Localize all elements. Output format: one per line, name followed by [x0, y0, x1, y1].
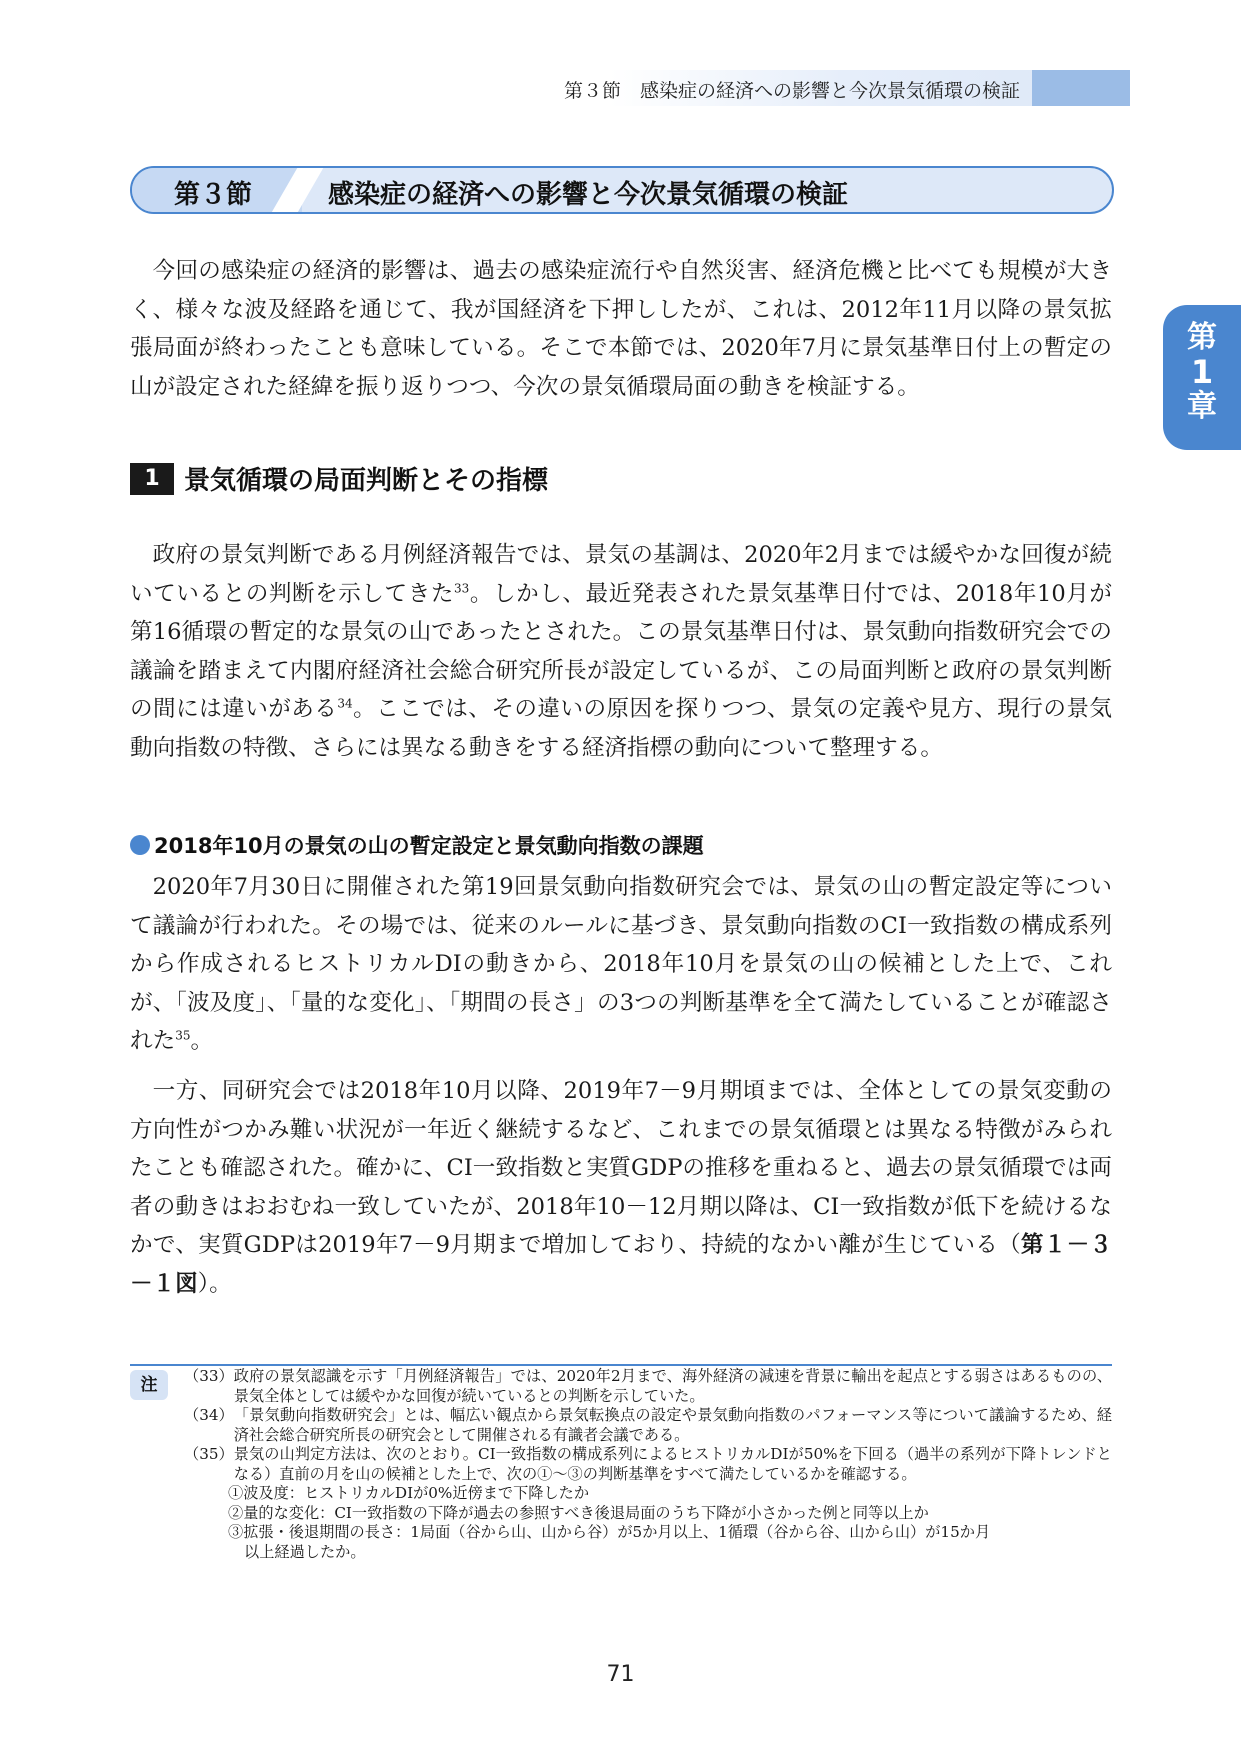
para2-text-3: 。ここでは、その違いの原因を探りつつ、景気の定義や見方、現行の景気動向指数の特徴、さらには異なる動きをする経済指標の動向について整理する。: [130, 696, 1113, 761]
footnote-ref-34[interactable]: 34: [337, 696, 353, 711]
intro-paragraph: 今回の感染症の経済的影響は、過去の感染症流行や自然災害、経済危機と比べても規模が大きく、様々な波及経路を通じて、我が国経済を下押ししたが、これは、2012年11月以降の景気拡張局面が終わったことも意味している。そこで本節では、2020年7月に景気基準日付上の暫定の山が設定された経緯を振り返りつつ、今次の景気循環局面の動きを検証する。: [130, 258, 1112, 400]
subsection-title: 景気循環の局面判断とその指標: [184, 466, 549, 496]
para4-text-2: ）。: [197, 1270, 232, 1297]
footnote-text: 「景気動向指数研究会」とは、幅広い観点から景気転換点の設定や景気動向指数のパフォーマンス等について議論するため、経済社会総合研究所長の研究会として開催される有識者会議である。: [233, 1406, 1112, 1444]
body-paragraph-4: [130, 1072, 1112, 1303]
footnote-badge: 注: [130, 1370, 168, 1400]
section-title: 感染症の経済への影響と今次景気循環の検証: [328, 180, 849, 210]
para4-text-1: 一方、同研究会では2018年10月以降、2019年7－9月期頃までは、全体としての景気変動の方向性がつかみ難い状況が一年近く継続するなど、これまでの景気循環とは異なる特徴がみられたことも確認された。確かに、CI一致指数と実質GDPの推移を重ねると、過去の景気循環では両者の動きはおおむね一致していたが、2018年10－12月期以降は、CI一致指数が低下を続けるなかで、実質GDPは2019年7－9月期まで増加しており、持続的なかい離が生じている（: [130, 1078, 1112, 1258]
chapter-tab-suffix: 章: [1187, 389, 1217, 424]
subsection-heading: [130, 460, 548, 497]
footnote-number: （34）: [184, 1406, 234, 1424]
footnote-35: [184, 1445, 1112, 1484]
figure-reference[interactable]: 第１－３－１図: [130, 1232, 1112, 1297]
subsection-number: 1: [130, 463, 174, 495]
topic-heading: [130, 830, 704, 860]
criterion-text: ②量的な変化：CI一致指数の下降が過去の参照すべき後退局面のうち下降が小さかった例と同等以上か: [228, 1503, 929, 1522]
chapter-tab-label: 第: [1187, 320, 1217, 355]
criterion-1: [184, 1484, 1112, 1504]
footnote-text: 政府の景気認識を示す「月例経済報告」では、2020年2月まで、海外経済の減速を背景に輸出を起点とする弱さはあるものの、景気全体としては緩やかな回復が続いているとの判断を示していた。: [233, 1367, 1112, 1405]
para2-text-1: 政府の景気判断である月例経済報告では、景気の基調は、2020年2月までは緩やかな回復が続いているとの判断を示してきた: [130, 542, 1112, 607]
footnotes: [184, 1367, 1112, 1562]
footnote-34: [184, 1406, 1112, 1445]
chapter-tab: [1163, 305, 1241, 450]
criterion-2: [184, 1504, 1112, 1524]
chapter-tab-number: 1: [1190, 353, 1214, 391]
topic-heading-text: 2018年10月の景気の山の暫定設定と景気動向指数の課題: [154, 834, 704, 858]
criterion-3: [184, 1523, 1112, 1562]
footnote-ref-33[interactable]: 33: [453, 580, 470, 595]
footnote-number: （35）: [184, 1445, 234, 1463]
footnote-ref-35[interactable]: 35: [175, 1028, 191, 1043]
para3-text-2: 。: [190, 1028, 214, 1054]
running-header: [563, 70, 1130, 106]
criterion-text-continued: 以上経過したか。: [244, 1542, 366, 1561]
body-paragraph-3: [130, 868, 1112, 1061]
para2-text-2: 。しかし、最近発表された景気基準日付では、2018年10月が第16循環の暫定的な景気の山であったとされた。この景気基準日付は、景気動向指数研究会での議論を踏まえて内閣府経済社会総合研究所長が設定しているが、この局面判断と政府の景気判断の間には違いがある: [130, 580, 1113, 722]
footnote-text: 景気の山判定方法は、次のとおり。CI一致指数の構成系列によるヒストリカルDIが50%を下回る（過半の系列が下降トレンドとなる）直前の月を山の候補とした上で、次の①～③の判断基準をすべて満たしているかを確認する。: [233, 1445, 1112, 1483]
footnote-number: （33）: [184, 1367, 234, 1385]
criterion-text: ①波及度：ヒストリカルDIが0%近傍まで下降したか: [228, 1484, 590, 1502]
running-header-block: [1032, 70, 1130, 106]
section-banner: [130, 166, 1114, 214]
section-number: 第３節: [174, 180, 253, 210]
footnote-33: [184, 1367, 1112, 1406]
page-number: 71: [606, 1662, 635, 1687]
running-header-title: 第３節 感染症の経済への影響と今次景気循環の検証: [563, 80, 1020, 102]
footnote-divider: [130, 1364, 1112, 1366]
para3-text-1: 2020年7月30日に開催された第19回景気動向指数研究会では、景気の山の暫定設定等について議論が行われた。その場では、従来のルールに基づき、景気動向指数のCI一致指数の構成系列から作成されるヒストリカルDIの動きから、2018年10月を景気の山の候補とした上で、これが、「波及度」、「量的な変化」、「期間の長さ」の3つの判断基準を全て満たしていることが確認された: [130, 874, 1112, 1054]
criterion-text: ③拡張・後退期間の長さ：1局面（谷から山、山から谷）が5か月以上、1循環（谷から谷、山から山）が15か月: [228, 1523, 991, 1541]
bullet-dot-icon: [130, 835, 150, 855]
body-paragraph-2: [130, 536, 1112, 767]
